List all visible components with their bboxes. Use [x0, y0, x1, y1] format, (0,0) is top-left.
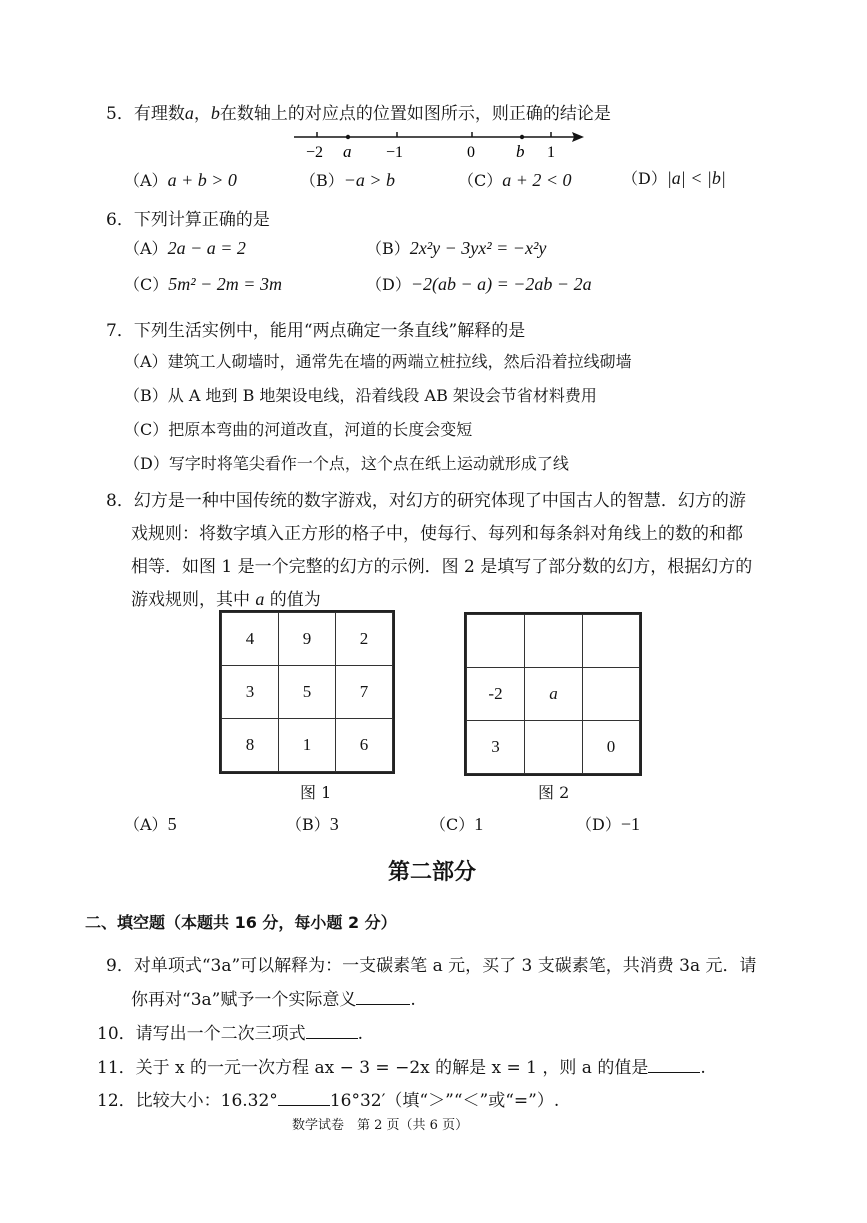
q12-answer-blank[interactable]	[278, 1089, 330, 1106]
q9-line1	[106, 951, 757, 976]
option-label: （D）	[124, 454, 169, 473]
option-label: （D）	[576, 815, 621, 834]
option-text: 从 A 地到 B 地架设电线，沿着线段 AB 架设会节省材料费用	[167, 386, 597, 405]
option-text: −2(ab − a) = −2ab − 2a	[410, 274, 592, 294]
q5-stem-part: 在数轴上的对应点的位置如图所示，则正确的结论是	[219, 104, 611, 124]
fig2-caption: 图 2	[538, 783, 570, 802]
option-text: |a| < |b|	[666, 168, 726, 188]
fig1-cell: 6	[335, 718, 393, 772]
q8-option-b[interactable]	[286, 812, 339, 835]
q12-text: 比较大小：16.32°	[135, 1091, 278, 1111]
q5-var-a: a	[184, 103, 194, 123]
q8-line4	[131, 585, 321, 610]
fig1-cell: 9	[278, 612, 336, 666]
option-label: （C）	[124, 420, 169, 439]
q12-text: 16°32′（填“＞”“＜”或“=”）.	[329, 1091, 560, 1111]
fig1-cell: 4	[221, 612, 279, 666]
q5-option-c[interactable]	[458, 168, 572, 191]
q6-option-c[interactable]	[124, 272, 282, 295]
number-line-figure	[290, 124, 590, 168]
magic-square-fig2	[464, 612, 642, 776]
q12	[97, 1086, 559, 1111]
q7-option-d[interactable]	[124, 451, 569, 474]
q8-option-a[interactable]	[124, 812, 177, 835]
q8-var-a: a	[255, 589, 265, 609]
q8-text: 游戏规则，其中	[131, 590, 256, 610]
fig1-cell: 1	[278, 718, 336, 772]
q5-sep: ，	[193, 104, 211, 124]
option-label: （A）	[124, 239, 168, 258]
q10-text: 请写出一个二次三项式	[135, 1024, 306, 1044]
option-text: 3	[329, 814, 339, 834]
q10-answer-blank[interactable]	[306, 1022, 358, 1039]
fig2-cell: 0	[582, 720, 640, 774]
option-text: 写字时将笔尖看作一个点，这个点在纸上运动就形成了线	[168, 454, 569, 473]
q5-option-a[interactable]	[124, 168, 237, 191]
q6-number: 6．	[106, 210, 134, 230]
option-label: （B）	[286, 815, 330, 834]
option-label: （C）	[430, 815, 475, 834]
q5-option-d[interactable]	[622, 166, 726, 189]
fig1-cell: 7	[335, 665, 393, 719]
q9-number: 9．	[106, 956, 134, 976]
q6-option-a[interactable]	[124, 236, 246, 259]
q7-option-b[interactable]	[124, 383, 597, 406]
option-text: 5m² − 2m = 3m	[168, 274, 282, 294]
option-text: a + b > 0	[167, 170, 237, 190]
option-label: （D）	[366, 275, 411, 294]
q7-stem	[106, 316, 525, 341]
q8-line1	[106, 486, 746, 511]
q11-end: .	[700, 1058, 706, 1078]
section-heading: 二、填空题（本题共 16 分，每小题 2 分）	[85, 913, 397, 932]
page-footer: 数学试卷 第 2 页（共 6 页）	[292, 1118, 469, 1133]
option-text: 1	[474, 814, 484, 834]
q8-option-d[interactable]	[576, 812, 640, 835]
q7-number: 7．	[106, 321, 134, 341]
fig1-cell: 8	[221, 718, 279, 772]
q10-number: 10．	[97, 1024, 136, 1044]
fig2-cell	[524, 720, 583, 774]
option-label: （A）	[124, 171, 168, 190]
option-text: 2a − a = 2	[167, 238, 246, 258]
point-a	[346, 135, 350, 139]
q7-option-a[interactable]	[124, 349, 632, 372]
q9-end: .	[410, 990, 416, 1010]
q8-text: 的值为	[264, 590, 321, 610]
q9-line2	[131, 985, 416, 1010]
fig2-cell	[524, 614, 583, 668]
magic-square-fig1	[219, 610, 395, 774]
option-label: （D）	[622, 169, 667, 188]
fig1-caption: 图 1	[300, 783, 332, 802]
q11-number: 11．	[97, 1058, 136, 1078]
option-label: （C）	[458, 171, 503, 190]
fig2-cell: 3	[466, 720, 525, 774]
tick-label-1: 1	[547, 144, 555, 161]
option-label: （B）	[366, 239, 410, 258]
q8-number: 8．	[106, 491, 134, 511]
fig1-cell: 3	[221, 665, 279, 719]
q7-stem-text: 下列生活实例中，能用“两点确定一条直线”解释的是	[133, 321, 526, 341]
option-label: （A）	[124, 352, 168, 371]
option-text: 5	[167, 814, 177, 834]
option-text: −a > b	[343, 170, 396, 190]
fig2-cell	[582, 667, 640, 721]
point-b	[520, 135, 524, 139]
point-b-label: b	[516, 142, 525, 161]
fig2-cell	[582, 614, 640, 668]
q9-text: 对单项式“3a”可以解释为：一支碳素笔 a 元，买了 3 支碳素笔，共消费 3a 元．请	[133, 956, 757, 976]
option-text: 2x²y − 3yx² = −x²y	[409, 238, 547, 258]
q12-number: 12．	[97, 1091, 136, 1111]
fig2-cell	[466, 614, 525, 668]
option-text: 建筑工人砌墙时，通常先在墙的两端立桩拉线，然后沿着拉线砌墙	[167, 352, 632, 371]
fig2-cell-a: a	[524, 667, 583, 721]
option-label: （B）	[300, 171, 344, 190]
q5-stem	[106, 99, 611, 124]
option-text: a + 2 < 0	[502, 170, 572, 190]
option-label: （C）	[124, 275, 169, 294]
tick-label-neg1: −1	[386, 144, 404, 161]
q8-text: 幻方是一种中国传统的数字游戏，对幻方的研究体现了中国古人的智慧．幻方的游	[133, 491, 746, 511]
q6-stem	[106, 205, 270, 230]
q8-option-c[interactable]	[430, 812, 483, 835]
q8-line2: 戏规则：将数字填入正方形的格子中，使每行、每列和每条斜对角线上的数的和都	[131, 524, 743, 544]
fig2-cell: -2	[466, 667, 525, 721]
q10	[97, 1019, 363, 1044]
option-label: （B）	[124, 386, 168, 405]
q6-option-d[interactable]	[366, 272, 592, 295]
fig1-cell: 2	[335, 612, 393, 666]
q5-var-b: b	[210, 103, 220, 123]
fig1-cell: 5	[278, 665, 336, 719]
option-text: −1	[620, 814, 640, 834]
tick-label-0: 0	[467, 144, 475, 161]
q6-stem-text: 下列计算正确的是	[133, 210, 270, 230]
option-label: （A）	[124, 815, 168, 834]
q9-text: 你再对“3a”赋予一个实际意义	[131, 990, 357, 1010]
q8-line3: 相等．如图 1 是一个完整的幻方的示例．图 2 是填写了部分数的幻方，根据幻方的	[131, 557, 753, 577]
part2-title: 第二部分	[388, 860, 477, 885]
q9-answer-blank[interactable]	[356, 988, 410, 1005]
point-a-label: a	[343, 142, 352, 161]
q11-answer-blank[interactable]	[648, 1056, 700, 1073]
q10-end: .	[357, 1024, 364, 1044]
q11	[97, 1053, 706, 1078]
q7-option-c[interactable]	[124, 417, 472, 440]
q5-number: 5．	[106, 104, 134, 124]
q5-stem-part: 有理数	[133, 104, 185, 124]
option-text: 把原本弯曲的河道改直，河道的长度会变短	[168, 420, 473, 439]
q11-text: 关于 x 的一元一次方程 ax − 3 = −2x 的解是 x = 1 ，则 a 的值是	[135, 1058, 649, 1078]
tick-label-neg2: −2	[306, 144, 324, 161]
q6-option-b[interactable]	[366, 236, 546, 259]
q5-option-b[interactable]	[300, 168, 395, 191]
